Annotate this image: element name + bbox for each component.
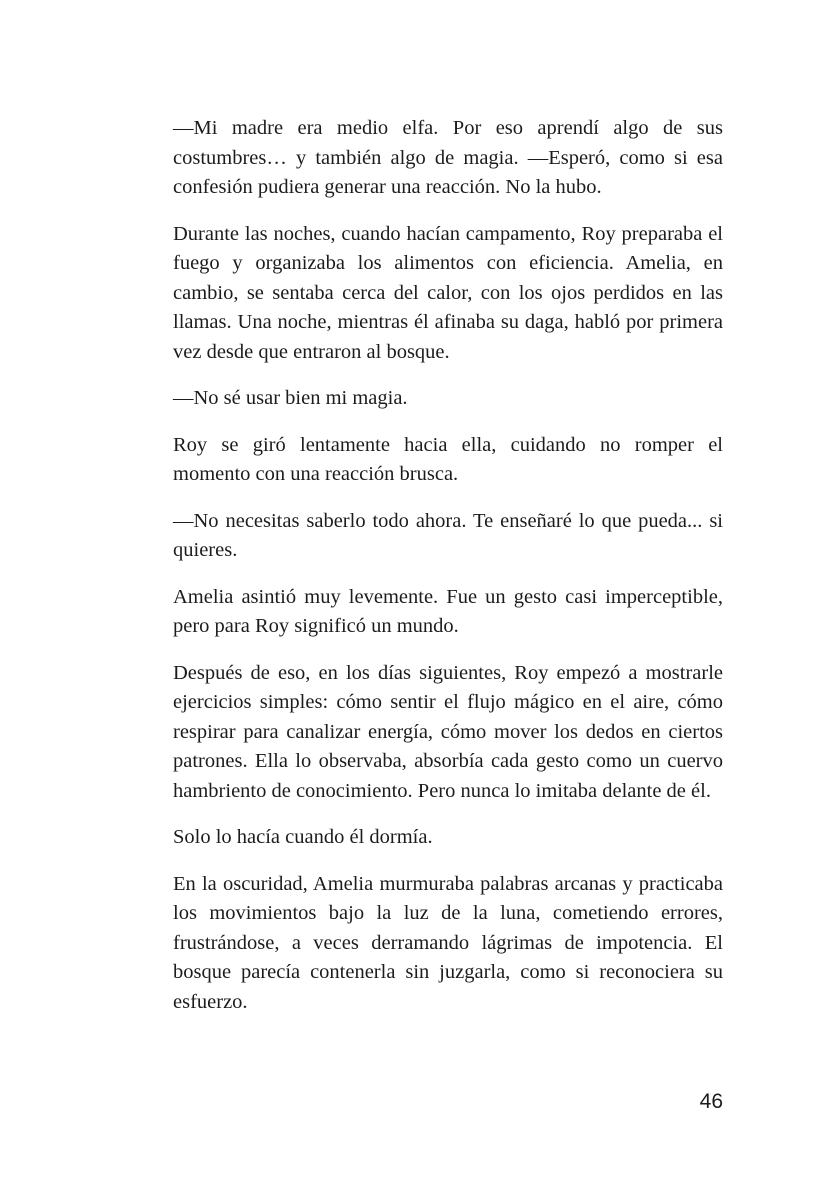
paragraph: Después de eso, en los días siguientes, Roy empezó a mostrarle ejercicios simples: cómo sentir el flujo mágico en el aire, cómo respirar para canalizar energía, cómo mover los dedos en ciertos patrones. Ella lo observaba, absorbía cada gesto como un cuervo hambriento de conocimiento. Pero nunca lo imitaba delante de él. bbox=[173, 661, 723, 802]
paragraph: Amelia asintió muy levemente. Fue un gesto casi imperceptible, pero para Roy significó un mundo. bbox=[173, 585, 723, 637]
paragraph: —No sé usar bien mi magia. bbox=[173, 387, 408, 409]
paragraph: Roy se giró lentamente hacia ella, cuidando no romper el momento con una reacción brusca. bbox=[173, 433, 723, 485]
paragraph: En la oscuridad, Amelia murmuraba palabras arcanas y practicaba los movimientos bajo la luz de la luna, cometiendo errores, frustrándose, a veces derramando lágrimas de impotencia. El bosque parecía contenerla sin juzgarla, como si reconociera su esfuerzo. bbox=[173, 872, 723, 1013]
paragraph: —No necesitas saberlo todo ahora. Te enseñaré lo que pueda... si quieres. bbox=[173, 509, 723, 561]
body-text bbox=[173, 114, 723, 1034]
page-number: 46 bbox=[699, 1090, 723, 1113]
paragraph: Solo lo hacía cuando él dormía. bbox=[173, 826, 433, 848]
paragraph: —Mi madre era medio elfa. Por eso aprendí algo de sus costumbres… y también algo de magia. —Esperó, como si esa confesión pudiera generar una reacción. No la hubo. bbox=[173, 117, 723, 198]
paragraph: Durante las noches, cuando hacían campamento, Roy preparaba el fuego y organizaba los alimentos con eficiencia. Amelia, en cambio, se sentaba cerca del calor, con los ojos perdidos en las llamas. Una noche, mientras él afinaba su daga, habló por primera vez desde que entraron al bosque. bbox=[173, 222, 723, 363]
